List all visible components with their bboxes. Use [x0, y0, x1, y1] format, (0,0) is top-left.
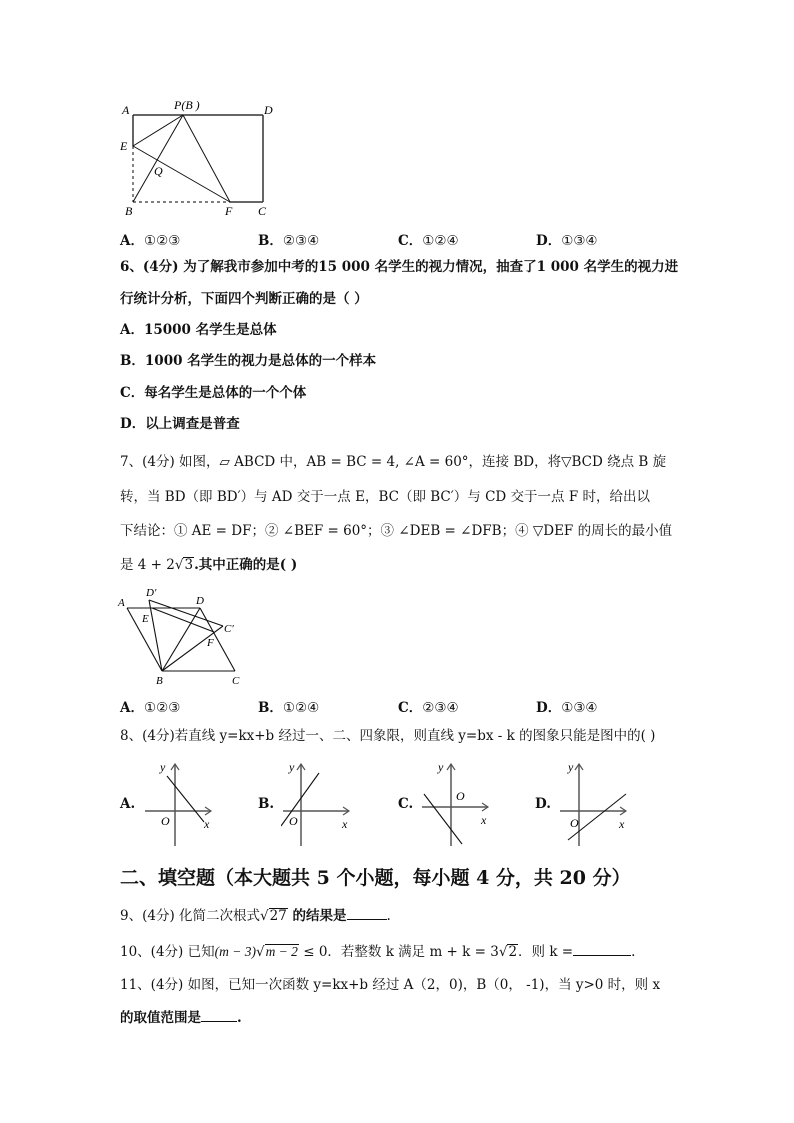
q10-answer-blank[interactable] — [573, 942, 631, 956]
svg-text:B: B — [156, 675, 163, 687]
q6-option-c[interactable]: C．每名学生是总体的一个个体 — [120, 385, 307, 401]
svg-text:O: O — [570, 816, 579, 830]
figure-q5-rectangle-fold — [110, 95, 290, 225]
q6-stem-line-2: 行统计分析，下面四个判断正确的是（ ） — [120, 291, 368, 307]
section-2-heading: 二、填空题（本大题共 5 个小题，每小题 4 分，共 20 分） — [120, 867, 631, 889]
q6-option-b[interactable]: B．1000 名学生的视力是总体的一个样本 — [120, 353, 377, 369]
q10-stem: 10、(4分) 已知(m − 3)√m − 2 ≤ 0．若整数 k 满足 m + k = 3√2．则 k = . — [120, 944, 636, 960]
q8-graph-d[interactable] — [558, 758, 630, 846]
q6-option-a[interactable]: A．15000 名学生是总体 — [120, 322, 277, 338]
svg-text:y: y — [160, 760, 166, 774]
q5-option-c[interactable]: C．①②④ — [398, 233, 459, 249]
svg-text:P(B ): P(B ) — [174, 98, 200, 112]
svg-text:O: O — [289, 814, 298, 828]
q7-stem-line-2: 转，当 BD（即 BD′）与 AD 交于一点 E，BC（即 BC′）与 CD 交于一点 F 时，给出以 — [120, 489, 650, 505]
svg-text:Q: Q — [154, 164, 163, 178]
q8-graph-a[interactable] — [143, 758, 215, 846]
q11-answer-blank[interactable] — [201, 1008, 237, 1022]
svg-text:F: F — [207, 637, 214, 649]
q5-option-d[interactable]: D．①③④ — [536, 233, 598, 249]
q7-option-c[interactable]: C．②③④ — [398, 700, 459, 716]
q7-stem-line-4: 是 4 + 2√3.其中正确的是( ) — [120, 557, 298, 573]
svg-text:D′: D′ — [146, 587, 157, 599]
q9-stem: 9、(4分) 化简二次根式√27 的结果是 . — [120, 908, 391, 924]
q8-option-c-label[interactable]: C. — [398, 796, 414, 812]
svg-text:B: B — [125, 204, 133, 218]
svg-text:D: D — [264, 103, 273, 117]
figure-q7-rhombus-rotation — [110, 580, 260, 690]
svg-text:y: y — [438, 760, 444, 774]
svg-text:x: x — [204, 817, 210, 831]
svg-text:C: C — [258, 204, 267, 218]
svg-text:D: D — [196, 595, 204, 607]
q5-option-a[interactable]: A．①②③ — [120, 233, 181, 249]
q9-answer-blank[interactable] — [347, 906, 387, 920]
q6-stem-line-1: 6、(4分) 为了解我市参加中考的15 000 名学生的视力情况，抽查了1 000 名学生的视力进 — [120, 259, 679, 275]
svg-text:x: x — [481, 813, 487, 827]
q7-stem-line-3: 下结论：① AE = DF；② ∠BEF = 60°；③ ∠DEB = ∠DFB；④ ▽DEF 的周长的最小值 — [120, 523, 673, 539]
svg-text:E: E — [120, 139, 128, 153]
q6-option-d[interactable]: D．以上调查是普查 — [120, 416, 240, 432]
q7-option-a[interactable]: A．①②③ — [120, 700, 181, 716]
q8-option-b-label[interactable]: B. — [258, 796, 275, 812]
svg-text:x: x — [342, 817, 348, 831]
svg-text:E: E — [142, 613, 149, 625]
q5-option-b[interactable]: B．②③④ — [258, 233, 320, 249]
svg-text:C′: C′ — [224, 623, 234, 635]
q8-graph-b[interactable] — [281, 758, 353, 846]
q11-stem-line-2: 的取值范围是 . — [120, 1010, 242, 1026]
svg-text:A: A — [122, 103, 130, 117]
svg-text:y: y — [289, 760, 295, 774]
svg-text:O: O — [161, 814, 170, 828]
q8-graph-c[interactable] — [420, 758, 492, 846]
svg-text:C: C — [232, 675, 240, 687]
q7-stem-line-1: 7、(4分) 如图，▱ ABCD 中，AB = BC = 4, ∠A = 60°，连接 BD，将▽BCD 绕点 B 旋 — [120, 454, 667, 470]
svg-text:y: y — [568, 760, 574, 774]
q8-stem: 8、(4分)若直线 y=kx+b 经过一、二、四象限，则直线 y=bx - k 的图象只能是图中的( ) — [120, 728, 656, 744]
svg-text:O: O — [456, 789, 465, 803]
q8-option-d-label[interactable]: D. — [535, 796, 551, 812]
svg-text:F: F — [225, 204, 233, 218]
q8-option-a-label[interactable]: A. — [120, 796, 136, 812]
svg-text:x: x — [619, 817, 625, 831]
q7-option-b[interactable]: B．①②④ — [258, 700, 320, 716]
q7-option-d[interactable]: D．①③④ — [536, 700, 598, 716]
svg-text:A: A — [118, 597, 125, 609]
q11-stem-line-1: 11、(4分) 如图，已知一次函数 y=kx+b 经过 A（2，0)，B（0， -1)，当 y>0 时，则 x — [120, 977, 661, 993]
